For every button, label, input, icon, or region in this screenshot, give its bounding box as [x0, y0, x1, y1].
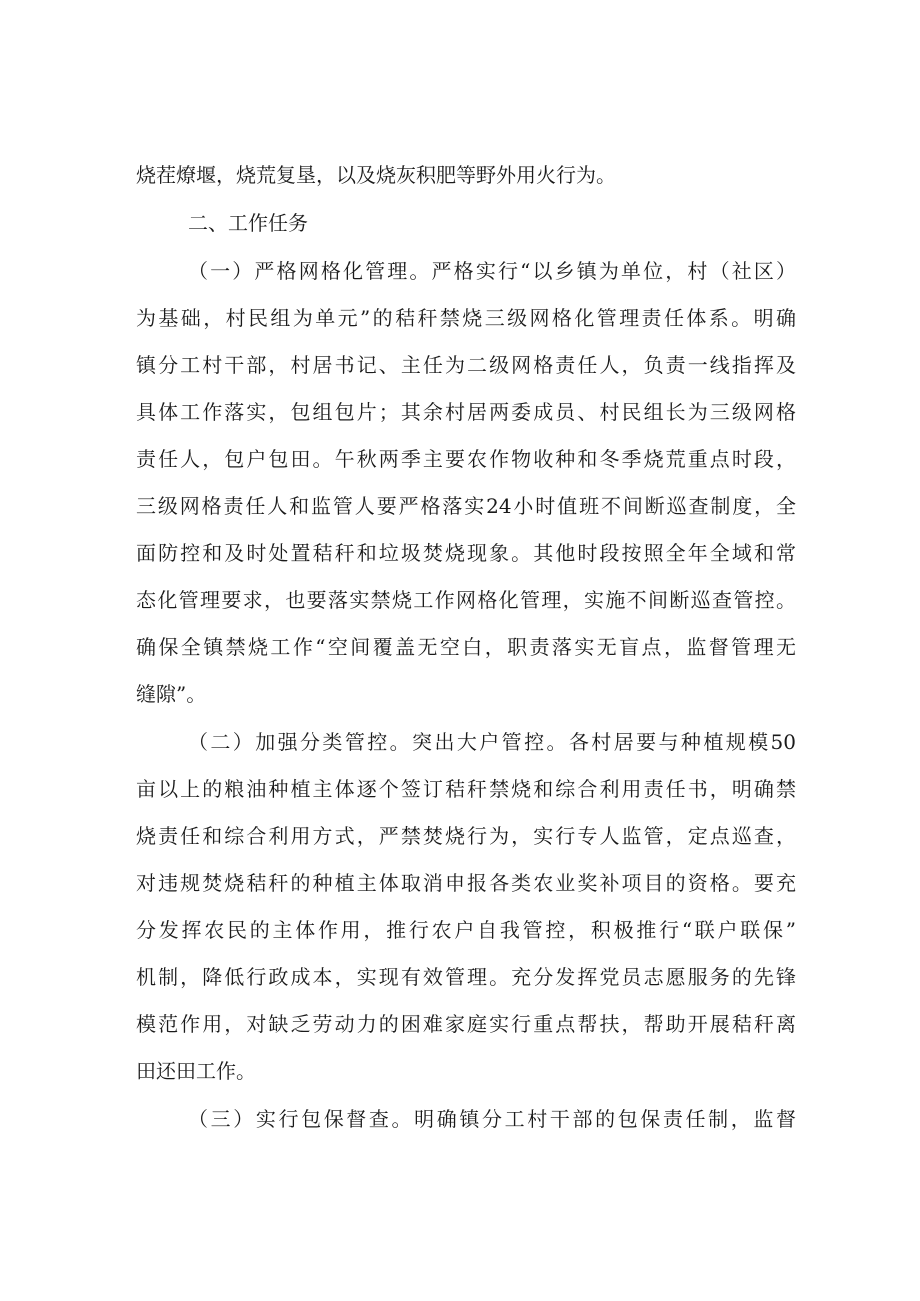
text-line: 确保全镇禁烧工作“空间覆盖无空白，职责落实无盲点，监督管理无 — [136, 635, 796, 659]
text-line: 亩以上的粮油种植主体逐个签订秸秆禁烧和综合利用责任书，明确禁 — [136, 777, 796, 801]
text-line: 田还田工作。 — [136, 1059, 256, 1083]
text-line: 态化管理要求，也要落实禁烧工作网格化管理，实施不间断巡查管控。 — [136, 588, 796, 612]
section-heading: 二、工作任务 — [188, 211, 308, 235]
text-line: 分发挥农民的主体作用，推行农户自我管控，积极推行“联户联保” — [136, 918, 796, 942]
text-line: 镇分工村干部，村居书记、主任为二级网格责任人，负责一线指挥及 — [136, 353, 796, 377]
text-line: 对违规焚烧秸秆的种植主体取消申报各类农业奖补项目的资格。要充 — [136, 871, 796, 895]
text-line: 机制，降低行政成本，实现有效管理。充分发挥党员志愿服务的先锋 — [136, 965, 796, 989]
text-line: 为基础，村民组为单元”的秸秆禁烧三级网格化管理责任体系。明确 — [136, 306, 796, 330]
paragraph-start: （一）严格网格化管理。严格实行“以乡镇为单位，村（社区） — [188, 259, 796, 283]
text-line: 模范作用，对缺乏劳动力的困难家庭实行重点帮扶，帮助开展秸秆离 — [136, 1012, 796, 1036]
text-line: 烧责任和综合利用方式，严禁焚烧行为，实行专人监管，定点巡查， — [136, 824, 796, 848]
text-line: 缝隙”。 — [136, 682, 207, 706]
text-line: 烧茬燎堰，烧荒复垦，以及烧灰积肥等野外用火行为。 — [136, 163, 616, 187]
text-line: 面防控和及时处置秸秆和垃圾焚烧现象。其他时段按照全年全域和常 — [136, 541, 796, 565]
text-line: 三级网格责任人和监管人要严格落实24小时值班不间断巡查制度，全 — [136, 494, 796, 518]
paragraph-start: （三）实行包保督查。明确镇分工村干部的包保责任制，监督 — [188, 1107, 796, 1131]
text-line: 责任人，包户包田。午秋两季主要农作物收种和冬季烧荒重点时段， — [136, 447, 796, 471]
text-line: 具体工作落实，包组包片；其余村居两委成员、村民组长为三级网格 — [136, 400, 796, 424]
paragraph-start: （二）加强分类管控。突出大户管控。各村居要与种植规模50 — [188, 730, 796, 754]
